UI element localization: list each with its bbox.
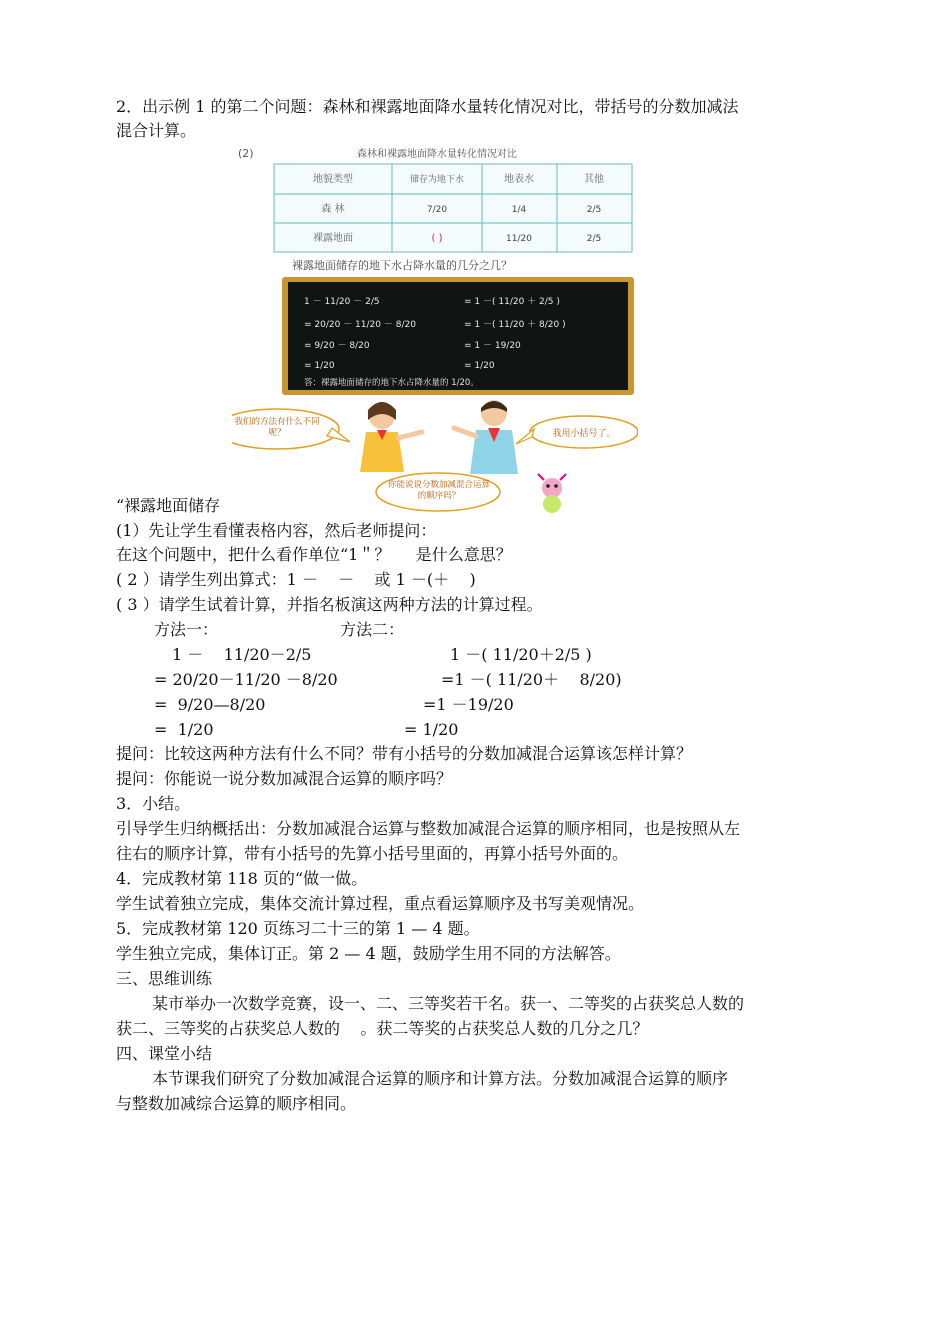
calc-line: = 1/20: [404, 720, 459, 739]
calc-line: 1 －( 11/20＋2/5 ): [450, 645, 592, 664]
calc-line: = 20/20－11/20 －8/20: [154, 670, 338, 689]
table-cell: 1/4: [511, 205, 527, 215]
table-cell: ( ): [431, 233, 443, 244]
board-line: = 1/20: [464, 361, 495, 371]
table-cell: 11/20: [506, 234, 532, 244]
example-figure: [232, 142, 638, 530]
table-header: 储存为地下水: [409, 175, 465, 185]
text-line: 往右的顺序计算，带有小括号的先算小括号里面的，再算小括号外面的。: [116, 844, 629, 863]
mascot-illustration: [538, 474, 566, 513]
bubble-text: 我用小括号了。: [552, 429, 616, 439]
table-header: 地貌类型: [313, 174, 353, 185]
figure-question: 裸露地面储存的地下水占降水量的几分之几？: [292, 259, 512, 272]
board-line: = 20/20 － 11/20 － 8/20: [304, 320, 416, 330]
text-line: 4．完成教材第 118 页的“做一做。: [116, 869, 368, 888]
text-line: 2．出示例 1 的第二个问题：森林和裸露地面降水量转化情况对比，带括号的分数加减法: [116, 97, 739, 116]
text-line: 混合计算。: [116, 121, 197, 140]
board-line: = 1/20: [304, 361, 335, 371]
text-line: 学生独立完成，集体订正。第 2 — 4 题，鼓励学生用不同的方法解答。: [116, 944, 621, 963]
text-line: 5．完成教材第 120 页练习二十三的第 1 — 4 题。: [116, 919, 480, 938]
bubble-text: 我们的方法有什么不同呢？: [234, 417, 320, 438]
table-cell: 2/5: [586, 205, 602, 215]
table-cell: 森 林: [321, 204, 345, 215]
text-line: 在这个问题中，把什么看作单位“1＂？ 是什么意思？: [116, 545, 512, 564]
table-header: 其他: [584, 174, 604, 185]
table-cell: 7/20: [426, 205, 448, 215]
bubble-text: 你能说说分数加减混合运算的顺序吗？: [387, 480, 490, 501]
text-line: 引导学生归纳概括出：分数加减混合运算与整数加减混合运算的顺序相同，也是按照从左: [116, 819, 741, 838]
text-line: “裸露地面储存: [116, 496, 221, 515]
calc-line: =1 －( 11/20＋ 8/20): [441, 670, 622, 689]
board-line: = 1 － 19/20: [464, 341, 521, 351]
table-title: 森林和裸露地面降水量转化情况对比: [357, 149, 517, 160]
board-line: = 1 －( 11/20 ＋ 2/5 ): [464, 297, 560, 307]
text-line: 获二、三等奖的占获奖总人数的 。获二等奖的占获奖总人数的几分之几？: [116, 1019, 649, 1038]
text-line: (1）先让学生看懂表格内容，然后老师提问：: [116, 521, 437, 540]
figure-label: (2): [238, 147, 254, 160]
calc-line: 1 － 11/20－2/5: [172, 645, 312, 664]
text-line: 3．小结。: [116, 794, 191, 813]
text-line: 与整数加减综合运算的顺序相同。: [116, 1094, 357, 1113]
board-answer: 答：裸露地面储存的地下水占降水量的 1/20。: [304, 378, 479, 388]
text-line: 方法一： 方法二：: [154, 620, 405, 639]
text-line: ( 2 ）请学生列出算式：1 － － 或 1 －(＋ ): [116, 570, 476, 589]
text-line: 学生试着独立完成，集体交流计算过程，重点看运算顺序及书写美观情况。: [116, 894, 645, 913]
section-heading: 三、思维训练: [116, 969, 213, 988]
calc-line: = 9/20—8/20: [154, 695, 266, 714]
boy-character-illustration: [454, 400, 518, 474]
table-cell: 裸露地面: [313, 233, 353, 244]
girl-character-illustration: [360, 402, 422, 472]
board-line: = 1 －( 11/20 ＋ 8/20 ): [464, 320, 566, 330]
board-line: 1 － 11/20 － 2/5: [304, 297, 380, 307]
calc-line: = 1/20: [154, 720, 214, 739]
table-header: 地表水: [504, 174, 534, 185]
text-line: 提问：你能说一说分数加减混合运算的顺序吗？: [116, 769, 453, 788]
text-line: 提问：比较这两种方法有什么不同？带有小括号的分数加减混合运算该怎样计算？: [116, 744, 693, 763]
calc-line: =1 －19/20: [423, 695, 514, 714]
text-line: ( 3 ）请学生试着计算，并指名板演这两种方法的计算过程。: [116, 595, 543, 614]
section-heading: 四、课堂小结: [116, 1044, 213, 1063]
text-line: 本节课我们研究了分数加减混合运算的顺序和计算方法。分数加减混合运算的顺序: [152, 1069, 729, 1088]
board-line: = 9/20 － 8/20: [304, 341, 370, 351]
text-line: 某市举办一次数学竞赛，设一、二、三等奖若干名。获一、二等奖的占获奖总人数的: [152, 994, 745, 1013]
table-cell: 2/5: [586, 234, 602, 244]
